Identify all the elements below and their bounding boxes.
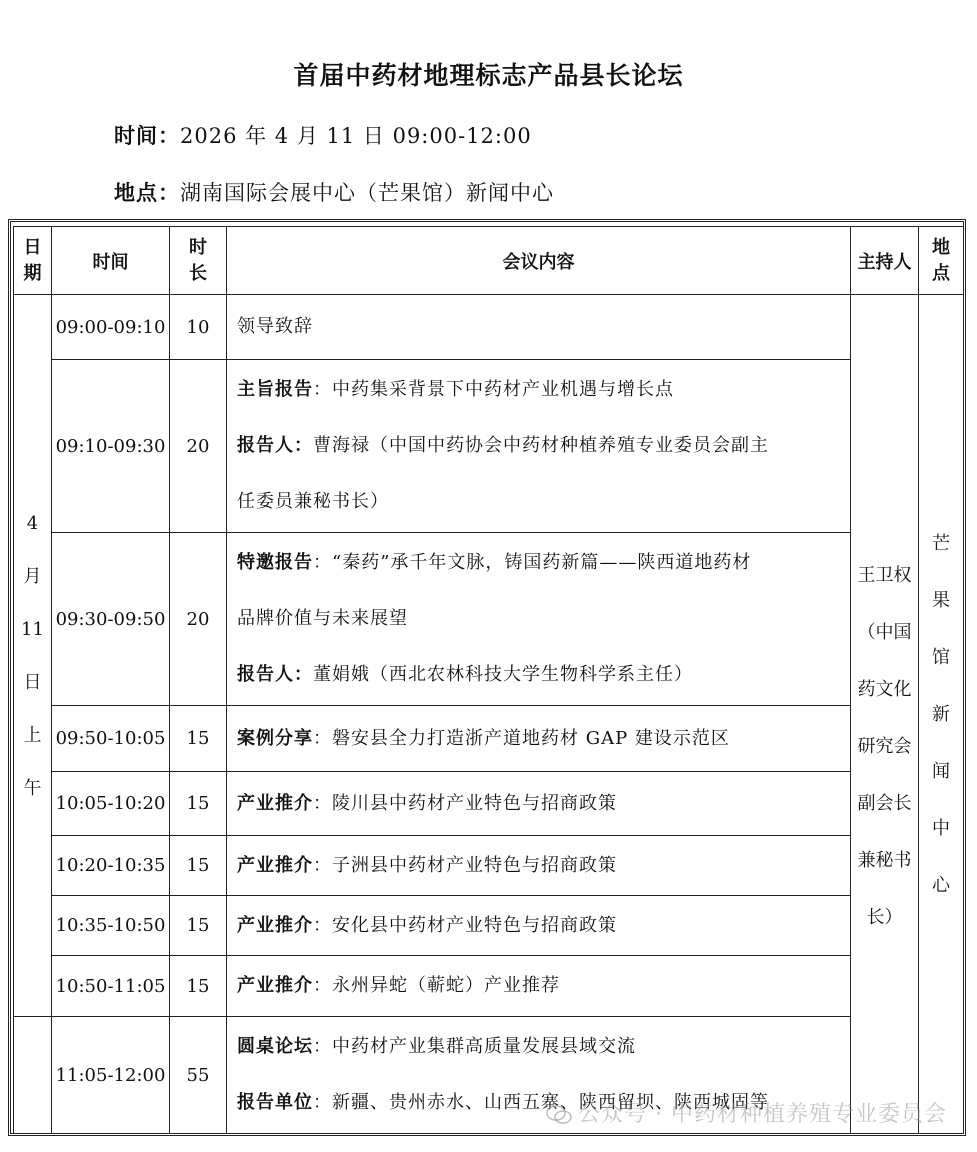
place-label: 地点：	[114, 181, 180, 205]
table-row	[14, 956, 964, 1017]
duration-cell: 15	[170, 956, 227, 1017]
duration-cell: 15	[170, 772, 227, 836]
time-cell: 10:50-11:05	[52, 956, 170, 1017]
page-title: 首届中药材地理标志产品县长论坛	[293, 61, 684, 90]
duration-cell: 15	[170, 836, 227, 896]
date-cell-bottom	[14, 1017, 52, 1134]
table-row	[14, 896, 964, 956]
time-cell: 10:35-10:50	[52, 896, 170, 956]
content-cell: 产业推介：安化县中药材产业特色与招商政策	[227, 896, 851, 956]
time-cell: 11:05-12:00	[52, 1017, 170, 1134]
table-row	[14, 706, 964, 772]
header-venue: 地 点	[919, 227, 964, 295]
watermark: 公众号 · 中药材种植养殖专业委员会	[546, 1097, 947, 1128]
host-cell: 王卫权 （中国 药文化 研究会 副会长 兼秘书 长）	[851, 360, 919, 1134]
table-row	[14, 836, 964, 896]
schedule-table	[13, 226, 964, 1134]
time-cell: 10:05-10:20	[52, 772, 170, 836]
duration-cell: 20	[170, 533, 227, 706]
host-top-cell	[851, 295, 919, 360]
content-cell: 领导致辞	[227, 295, 851, 360]
content-cell: 案例分享：磐安县全力打造浙产道地药材 GAP 建设示范区	[227, 706, 851, 772]
table-row	[14, 533, 964, 706]
place-value: 湖南国际会展中心（芒果馆）新闻中心	[180, 181, 554, 205]
content-cell: 圆桌论坛：中药材产业集群高质量发展县域交流 报告单位：新疆、贵州赤水、山西五寨、陕西留坝、陕西城固等	[227, 1017, 851, 1134]
date-cell: 4 月 11 日 上 午	[14, 295, 52, 1017]
content-cell: 产业推介：子洲县中药材产业特色与招商政策	[227, 836, 851, 896]
time-cell: 09:50-10:05	[52, 706, 170, 772]
time-label: 时间：	[114, 124, 180, 148]
time-cell: 09:00-09:10	[52, 295, 170, 360]
duration-cell: 15	[170, 896, 227, 956]
content-cell: 特邀报告：“秦药”承千年文脉，铸国药新篇——陕西道地药材 品牌价值与未来展望 报告人：董娟娥（西北农林科技大学生物科学系主任）	[227, 533, 851, 706]
duration-cell: 15	[170, 706, 227, 772]
content-cell: 产业推介：永州异蛇（蕲蛇）产业推荐	[227, 956, 851, 1017]
duration-cell: 20	[170, 360, 227, 533]
table-row	[14, 360, 964, 533]
event-place	[114, 177, 554, 207]
header-host: 主持人	[851, 227, 919, 295]
wechat-icon	[546, 1105, 572, 1125]
header-duration: 时 长	[170, 227, 227, 295]
time-cell: 10:20-10:35	[52, 836, 170, 896]
event-time	[114, 120, 532, 150]
table-row	[14, 772, 964, 836]
time-cell: 09:30-09:50	[52, 533, 170, 706]
content-cell: 产业推介：陵川县中药材产业特色与招商政策	[227, 772, 851, 836]
duration-cell: 10	[170, 295, 227, 360]
header-row	[14, 227, 964, 295]
content-cell: 主旨报告：中药集采背景下中药材产业机遇与增长点 报告人：曹海禄（中国中药协会中药材种植养殖专业委员会副主 任委员兼秘书长）	[227, 360, 851, 533]
table-row	[14, 295, 964, 360]
duration-cell: 55	[170, 1017, 227, 1134]
header-time: 时间	[52, 227, 170, 295]
header-content: 会议内容	[227, 227, 851, 295]
time-value: 2026 年 4 月 11 日 09:00-12:00	[180, 124, 532, 148]
venue-cell: 芒 果 馆 新 闻 中 心	[919, 295, 964, 1134]
header-date: 日 期	[14, 227, 52, 295]
time-cell: 09:10-09:30	[52, 360, 170, 533]
